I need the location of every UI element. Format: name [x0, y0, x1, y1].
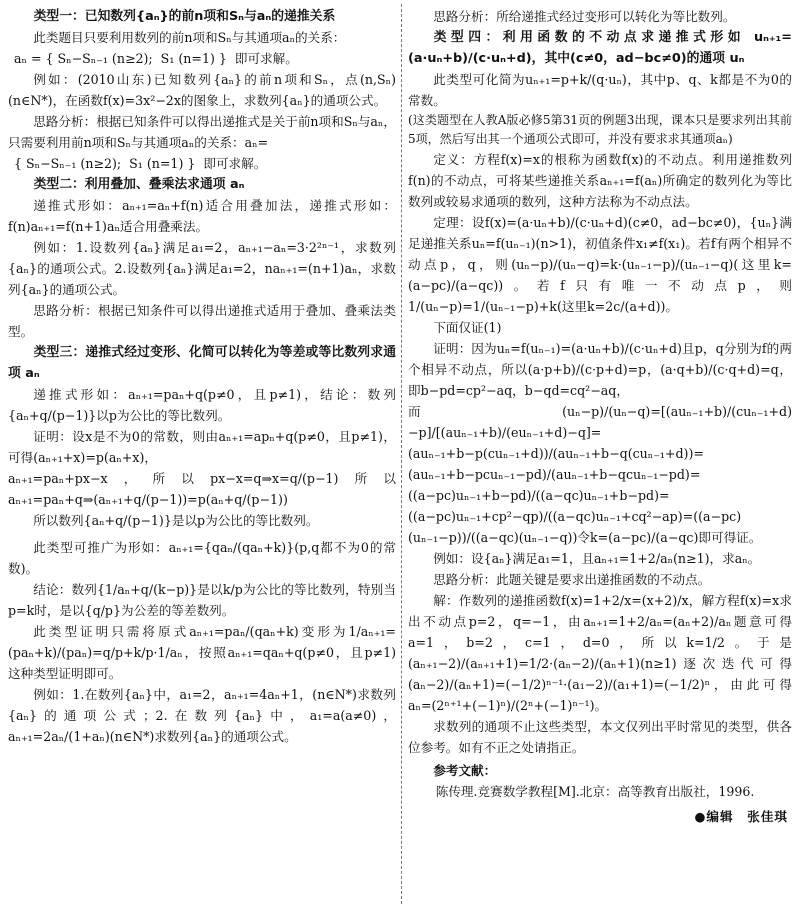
type4-example: 例如：设{aₙ}满足a₁=1，且aₙ₊₁=1+2/aₙ(n≥1)，求aₙ。: [433, 551, 761, 566]
type2-form: 递推式形如：aₙ₊₁=aₙ+f(n)适合用叠加法，递推式形如：f(n)aₙ₊₁=f(n+1)aₙ适合用叠乘法。: [8, 198, 396, 234]
type4-proof-1: 证明：因为uₙ=f(uₙ₋₁)=(a·uₙ+b)/(c·uₙ+d)且p，q分别为f的两个相异不动点，所以(a·p+b)/(c·p+d)=p，(a·q+b)/(c·q+d)=q，即b−pd=cp²−aq，b−qd=cq²−aq，: [408, 341, 792, 398]
type1-example: 例如：(2010山东)已知数列{aₙ}的前n项和Sₙ，点(n,Sₙ)(n∈N*)，在函数f(x)=3x²−2x的图象上，求数列{aₙ}的通项公式。: [8, 72, 396, 108]
type1-analysis: 思路分析：根据已知条件可以得出递推式是关于前n项和Sₙ与aₙ，只需要利用前n项和Sₙ与其通项aₙ的关系：aₙ=: [8, 114, 396, 150]
type3-analysis: 思路分析：所给递推式经过变形可以转化为等比数列。: [433, 9, 736, 24]
type4-solution: 解：作数列的递推函数f(x)=1+2/x=(x+2)/x，解方程f(x)=x求出不动点p=2，q=−1，由aₙ₊₁=1+2/aₙ=(aₙ+2)/aₙ题意可得a=1，b=2，c=1，d=0，所以k=1/2。于是(aₙ₊₁−2)/(aₙ₊₁+1)=1/2·(aₙ−2)/(aₙ+1)(n≥1)逐次迭代可得(aₙ−2)/(aₙ+1)=(−1/2)ⁿ⁻¹·(a₁−2)/(a₁+1)=(−1/2)ⁿ，由此可得aₙ=(2ⁿ⁺¹+(−1)ⁿ)/(2ⁿ+(−1)ⁿ⁻¹)。: [408, 593, 792, 713]
reference-1: 陈传理.竞赛数学教程[M].北京：高等教育出版社，1996.: [435, 784, 755, 799]
type1-formula: aₙ = { Sₙ−Sₙ₋₁ (n≥2); S₁ (n=1) } 即可求解。: [14, 51, 298, 66]
references-heading: 参考文献：: [433, 763, 497, 778]
type3-heading: 类型三：递推式经过变形、化简可以转化为等差或等比数列求通项 aₙ: [8, 345, 396, 381]
type1-intro: 此类题目只要利用数列的前n项和Sₙ与其通项aₙ的关系：: [33, 30, 346, 45]
type3-proof-2: aₙ₊₁=paₙ+px−x，所以px−x=q⇒x=q/(p−1)所以aₙ₊₁=paₙ+q⇒(aₙ₊₁+q/(p−1))=p(aₙ+q/(p−1)): [8, 471, 396, 507]
type4-form: 此类型可化简为uₙ₊₁=p+k/(q·uₙ)，其中p、q、k都是不为0的常数。: [408, 72, 792, 108]
type3-proof-1: 证明：设x是不为0的常数，则由aₙ₊₁=apₙ+q(p≠0，且p≠1)，可得(aₙ₊₁+x)=p(aₙ+x)，: [8, 429, 396, 465]
type1-formula-2: { Sₙ−Sₙ₋₁ (n≥2); S₁ (n=1) } 即可求解。: [14, 156, 267, 171]
type3-example: 例如：1.在数列{aₙ}中，a₁=2，aₙ₊₁=4aₙ+1，(n∈N*)求数列{aₙ}的通项公式；2.在数列{aₙ}中，a₁=a(a≠0)，aₙ₊₁=2aₙ/(1+aₙ)(n∈N*)求数列{aₙ}的通项公式。: [8, 687, 396, 744]
type2-analysis: 思路分析：根据已知条件可以得出递推式适用于叠加、叠乘法类型。: [8, 303, 396, 339]
right-column: [408, 6, 792, 827]
column-divider: [401, 4, 402, 904]
type4-note: (这类题型在人教A版必修5第31页的例题3出现，课本只是要求列出其前5项，然后写出其一个通项公式即可，并没有要求求其通项aₙ): [408, 113, 792, 146]
type3-general: 此类型可推广为形如：aₙ₊₁={qaₙ/(qaₙ+k)}(p,q都不为0的常数)。: [8, 540, 396, 576]
type4-analysis: 思路分析：此题关键是要求出递推函数的不动点。: [433, 572, 711, 587]
type3-conclusion: 结论：数列{1/aₙ+q/(k−p)}是以k/p为公比的等比数列，特别当p=k时，是以{q/p}为公差的等差数列。: [8, 582, 396, 618]
type3-proof-4: 此类型证明只需将原式aₙ₊₁=paₙ/(qaₙ+k)变形为1/aₙ₊₁=(paₙ+k)/(paₙ)=q/p+k/p·1/aₙ，按照aₙ₊₁=qaₙ+q(p≠0，且p≠1)这种类型证明即可。: [8, 624, 396, 681]
type4-proof-2: 而(uₙ−p)/(uₙ−q)=[(auₙ₋₁+b)/(cuₙ₋₁+d)−p]/[(auₙ₋₁+b)/(euₙ₋₁+d)−q]=(auₙ₋₁+b−p(cuₙ₋₁+d))/(auₙ₋₁+b−q(cuₙ₋₁+d))=(auₙ₋₁+b−pcuₙ₋₁−pd)/(auₙ₋₁+b−qcuₙ₋₁−pd)=((a−pc)uₙ₋₁+b−pd)/((a−qc)uₙ₋₁+b−pd)=((a−pc)uₙ₋₁+cp²−qp)/((a−qc)uₙ₋₁+cq²−ap)=((a−pc)(uₙ₋₁−p))/((a−qc)(uₙ₋₁−q))令k=(a−pc)/(a−qc)即可得证。: [408, 404, 792, 545]
type3-proof-3: 所以数列{aₙ+q/(p−1)}是以p为公比的等比数列。: [33, 513, 319, 528]
type2-example: 例如：1.设数列{aₙ}满足a₁=2，aₙ₊₁−aₙ=3·2²ⁿ⁻¹，求数列{aₙ}的通项公式。2.设数列{aₙ}满足a₁=2，naₙ₊₁=(n+1)aₙ，求数列{aₙ}的通项公式。: [8, 240, 396, 297]
left-column: [8, 6, 396, 747]
type4-proof-heading: 下面仅证(1): [433, 320, 502, 335]
type3-form: 递推式形如：aₙ₊₁=paₙ+q(p≠0，且p≠1)，结论：数列{aₙ+q/(p−1)}以p为公比的等比数列。: [8, 387, 396, 423]
type4-heading: 类型四：利用函数的不动点求递推式形如 uₙ₊₁=(a·uₙ+b)/(c·uₙ+d)，其中(c≠0，ad−bc≠0)的通项 uₙ: [408, 30, 792, 66]
type1-heading: 类型一：已知数列{aₙ}的前n项和Sₙ与aₙ的递推关系: [33, 9, 336, 24]
type2-heading: 类型二：利用叠加、叠乘法求通项 aₙ: [33, 177, 245, 192]
type4-theorem: 定理：设f(x)=(a·uₙ+b)/(c·uₙ+d)(c≠0，ad−bc≠0)，{uₙ}满足递推关系uₙ=f(uₙ₋₁)(n>1)，初值条件x₁≠f(x₁)。若f有两个相异不动点p，q，则(uₙ−p)/(uₙ−q)=k·(uₙ₋₁−p)/(uₙ₋₁−q)(这里k=(a−pc)/(a−qc))。若f只有唯一不动点p，则1/(uₙ−p)=1/(uₙ₋₁−p)+k(这里k=2c/(a+d))。: [408, 215, 792, 314]
type4-definition: 定义：方程f(x)=x的根称为函数f(x)的不动点。利用递推数列f(n)的不动点，可将某些递推关系aₙ₊₁=f(aₙ)所确定的数列化为等比数列或较易求通项的数列，这种方法称为不动点法。: [408, 152, 792, 209]
closing-paragraph: 求数列的通项不止这些类型，本文仅列出平时常见的类型，供各位参考。如有不正之处请指正。: [408, 719, 792, 755]
editor-credit: ●编辑 张佳琪: [694, 809, 788, 824]
